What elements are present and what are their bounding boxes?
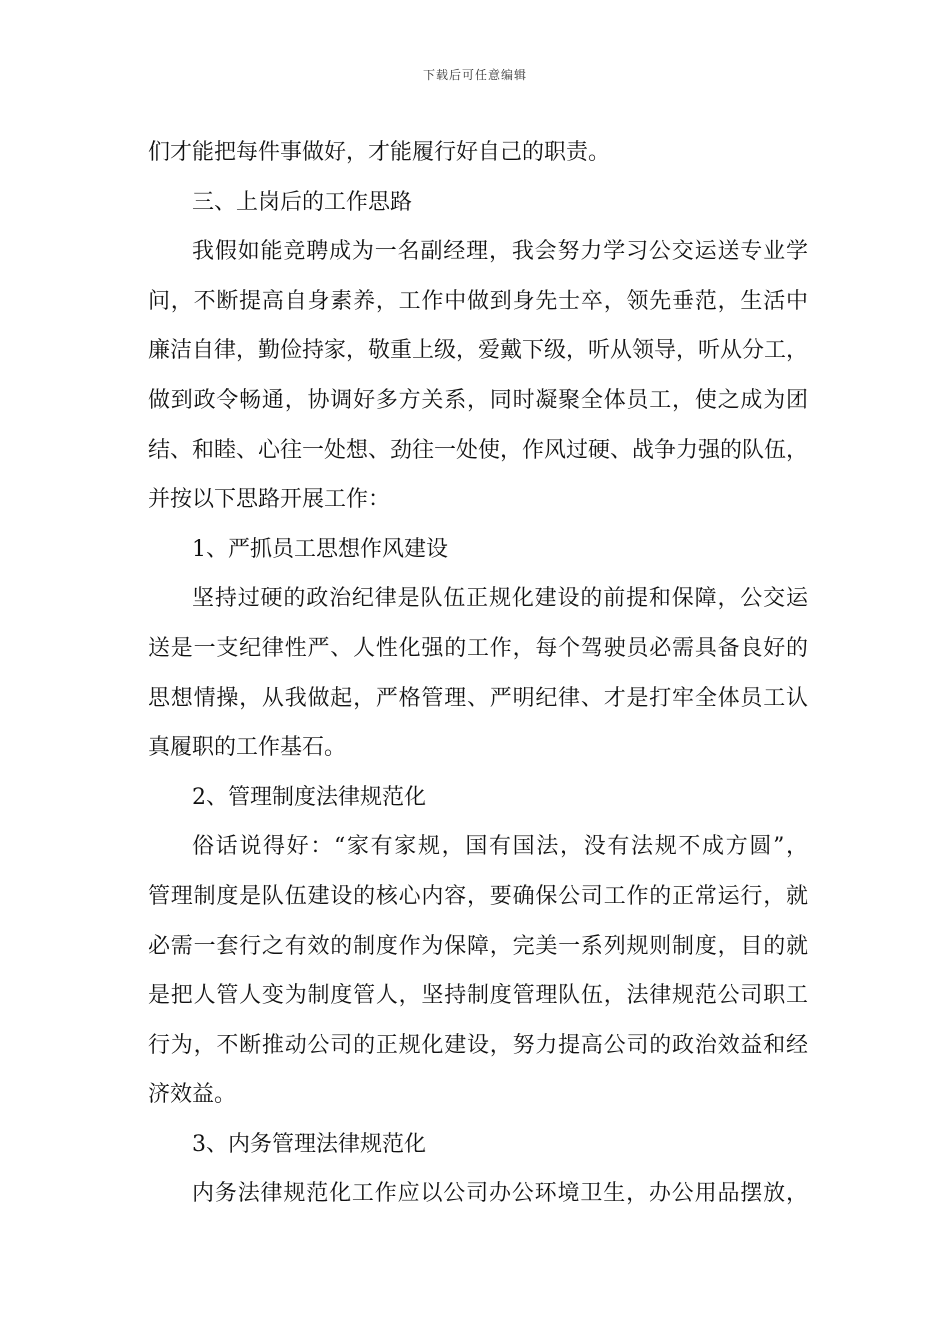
text-line: 俗话说得好：“家有家规，国有国法，没有法规不成方圆”，	[192, 834, 808, 860]
text-line: 坚持过硬的政治纪律是队伍正规化建设的前提和保障，公交运	[192, 586, 808, 612]
text-line: 并按以下思路开展工作：	[148, 487, 391, 513]
text-line: 思想情操，从我做起，严格管理、严明纪律、才是打牢全体员工认	[148, 685, 808, 711]
text-line: 管理制度是队伍建设的核心内容，要确保公司工作的正常运行，就	[148, 883, 808, 909]
text-line: 必需一套行之有效的制度作为保障，完美一系列规则制度，目的就	[148, 933, 808, 959]
text-line: 我假如能竞聘成为一名副经理，我会努力学习公交运送专业学	[192, 239, 808, 265]
text-line: 济效益。	[148, 1082, 237, 1108]
text-line: 送是一支纪律性严、人性化强的工作，每个驾驶员必需具备良好的	[148, 635, 808, 661]
text-line: 们才能把每件事做好，才能履行好自己的职责。	[148, 140, 611, 165]
text-line: 2、管理制度法律规范化	[192, 784, 426, 810]
text-line: 问，不断提高自身素养，工作中做到身先士卒，领先垂范，生活中	[148, 288, 808, 314]
text-line: 内务法律规范化工作应以公司办公环境卫生，办公用品摆放，	[192, 1181, 808, 1207]
document-body	[148, 128, 808, 1219]
page-header: 下载后可任意编辑	[422, 68, 527, 82]
text-line: 三、上岗后的工作思路	[192, 189, 413, 215]
text-line: 3、内务管理法律规范化	[192, 1131, 426, 1157]
text-line: 真履职的工作基石。	[148, 735, 347, 761]
text-line: 做到政令畅通，协调好多方关系，同时凝聚全体员工，使之成为团	[148, 387, 808, 413]
text-line: 廉洁自律，勤俭持家，敬重上级，爱戴下级，听从领导，听从分工，	[148, 338, 809, 364]
text-line: 结、和睦、心往一处想、劲往一处使，作风过硬、战争力强的队伍，	[148, 437, 809, 463]
text-line: 行为，不断推动公司的正规化建设，努力提高公司的政治效益和经	[148, 1032, 808, 1058]
text-line: 1、严抓员工思想作风建设	[192, 536, 448, 562]
text-line: 是把人管人变为制度管人，坚持制度管理队伍，法律规范公司职工	[148, 983, 808, 1009]
